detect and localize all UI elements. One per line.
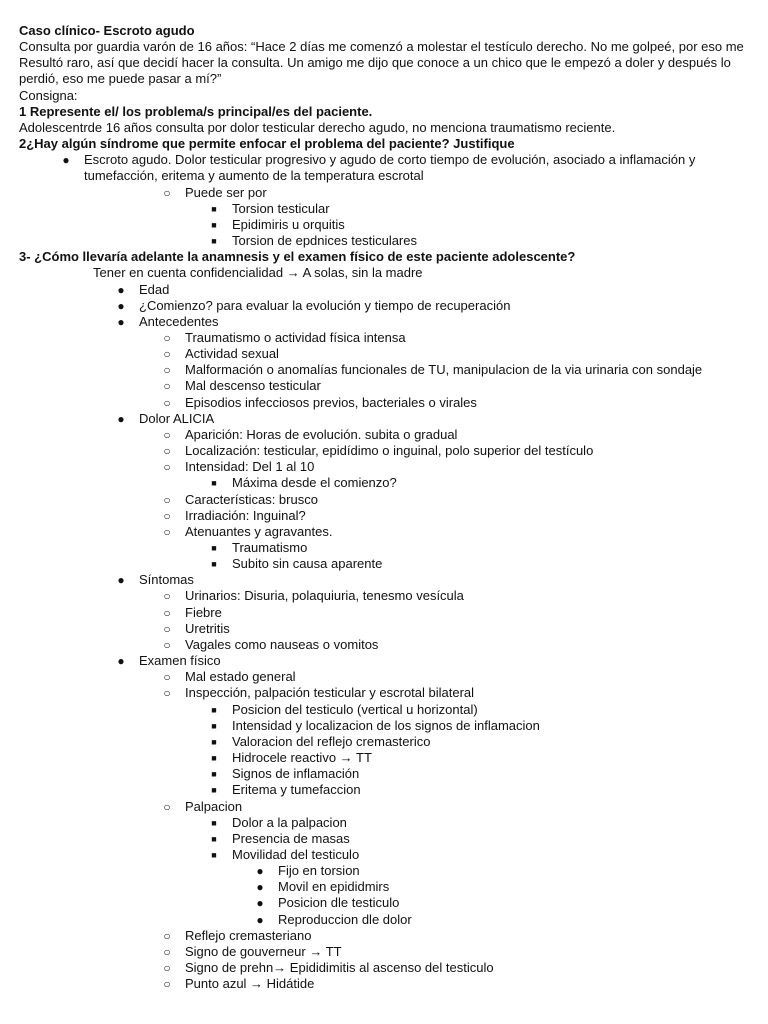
list-item bbox=[19, 685, 751, 701]
bullet-marker: ○ bbox=[163, 185, 171, 200]
list-item-text: Fijo en torsion bbox=[278, 863, 360, 879]
list-item-text: Irradiación: Inguinal? bbox=[185, 507, 306, 523]
bullet-marker: ● bbox=[117, 411, 125, 426]
list-item bbox=[19, 524, 751, 540]
list-item bbox=[19, 378, 751, 394]
list-item-text: Hidrocele reactivo → TT bbox=[232, 750, 372, 766]
confidentiality-note: Tener en cuenta confidencialidad → A solas, sin la madre bbox=[93, 265, 423, 281]
list-item bbox=[19, 831, 751, 847]
list-item-text: Traumatismo bbox=[232, 540, 308, 555]
list-item-text: Episodios infecciosos previos, bacteriales o virales bbox=[185, 394, 477, 410]
bullet-marker: ○ bbox=[163, 605, 171, 620]
list-item-text: Intensidad: Del 1 al 10 bbox=[185, 459, 315, 475]
bullet-marker: ○ bbox=[163, 589, 171, 604]
list-item bbox=[19, 201, 751, 217]
list-item-text: Epidimiris u orquitis bbox=[232, 216, 345, 232]
list-item-text: Máxima desde el comienzo? bbox=[232, 475, 397, 491]
list-item-text: Reflejo cremasteriano bbox=[185, 927, 312, 943]
consigna-label: Consigna: bbox=[19, 87, 78, 103]
list-item-text: Dolor ALICIA bbox=[139, 410, 215, 426]
list-item bbox=[19, 847, 751, 863]
list-item bbox=[19, 233, 751, 249]
list-item-text: Punto azul → Hidátide bbox=[185, 976, 315, 992]
list-item bbox=[19, 508, 751, 524]
case-intro: Consulta por guardia varón de 16 años: “Hace 2 días me comenzó a molestar el testículo derecho. No me golpeé, por eso me Resultó raro, así que decidí hacer la consulta. Un amigo me dijo que conoce a un chico que le empezó a doler y después lo perdió, eso me puede pasar a mí?” bbox=[19, 39, 744, 87]
bullet-marker: ● bbox=[256, 864, 264, 879]
bullet-marker: ■ bbox=[211, 704, 217, 715]
bullet-marker: ● bbox=[62, 153, 70, 168]
bullet-marker: ■ bbox=[211, 219, 217, 230]
list-item bbox=[19, 653, 751, 669]
list-item bbox=[19, 895, 751, 911]
list-item bbox=[19, 314, 751, 330]
list-item-text: Palpacion bbox=[185, 798, 243, 814]
bullet-marker: ○ bbox=[163, 330, 171, 345]
list-item-text: Movilidad del testiculo bbox=[232, 846, 360, 862]
document-title: Caso clínico- Escroto agudo bbox=[19, 23, 195, 38]
list-item bbox=[19, 912, 751, 928]
bullet-marker: ● bbox=[117, 654, 125, 669]
list-item-text: Localización: testicular, epidídimo o inguinal, polo superior del testículo bbox=[185, 443, 594, 459]
bullet-marker: ○ bbox=[163, 637, 171, 652]
list-item bbox=[19, 459, 751, 475]
list-item bbox=[19, 395, 751, 411]
list-item bbox=[19, 782, 751, 798]
list-item-text: Fiebre bbox=[185, 604, 222, 620]
list-item-text: Mal descenso testicular bbox=[185, 378, 321, 394]
question-2-heading: 2¿Hay algún síndrome que permite enfocar el problema del paciente? Justifique bbox=[19, 136, 515, 152]
list-item bbox=[19, 766, 751, 782]
list-item-text: Uretritis bbox=[185, 620, 230, 636]
list-item-text: Reproduccion dle dolor bbox=[278, 911, 412, 927]
list-item bbox=[19, 492, 751, 508]
bullet-marker: ○ bbox=[163, 524, 171, 539]
list-item bbox=[19, 960, 751, 976]
bullet-marker: ○ bbox=[163, 492, 171, 507]
bullet-marker: ● bbox=[256, 880, 264, 895]
list-item-text: Atenuantes y agravantes. bbox=[185, 523, 333, 539]
list-item bbox=[19, 718, 751, 734]
bullet-marker: ■ bbox=[211, 817, 217, 828]
list-item-text: Traumatismo o actividad física intensa bbox=[185, 329, 406, 345]
list-item-text: Malformación o anomalías funcionales de TU, manipulacion de la via urinaria con sondaje bbox=[185, 362, 703, 378]
list-item bbox=[19, 346, 751, 362]
bullet-marker: ■ bbox=[211, 236, 217, 247]
list-item bbox=[19, 750, 751, 766]
bullet-marker: ■ bbox=[211, 753, 217, 764]
bullet-marker: ■ bbox=[211, 559, 217, 570]
list-item-text: Vagales como nauseas o vomitos bbox=[185, 636, 379, 652]
list-item-text: Aparición: Horas de evolución. subita o gradual bbox=[185, 426, 458, 442]
bullet-marker: ● bbox=[117, 573, 125, 588]
bullet-marker: ○ bbox=[163, 363, 171, 378]
list-item-text: Intensidad y localizacion de los signos de inflamacion bbox=[232, 717, 540, 733]
bullet-marker: ○ bbox=[163, 508, 171, 523]
list-item-text: Actividad sexual bbox=[185, 346, 279, 362]
bullet-marker: ○ bbox=[163, 670, 171, 685]
list-item bbox=[19, 944, 751, 960]
list-item-text: Antecedentes bbox=[139, 313, 219, 329]
list-item-text: Posicion del testiculo (vertical u horizontal) bbox=[232, 701, 478, 717]
bullet-marker: ○ bbox=[163, 961, 171, 976]
list-item bbox=[19, 185, 751, 201]
list-item-text: Edad bbox=[139, 281, 170, 297]
list-item bbox=[19, 863, 751, 879]
list-item bbox=[19, 702, 751, 718]
question-1-heading: 1 Represente el/ los problema/s principal/es del paciente. bbox=[19, 103, 373, 119]
list-item bbox=[19, 815, 751, 831]
bullet-marker: ○ bbox=[163, 444, 171, 459]
list-item bbox=[19, 282, 751, 298]
bullet-marker: ■ bbox=[211, 785, 217, 796]
list-item bbox=[19, 443, 751, 459]
bullet-marker: ■ bbox=[211, 769, 217, 780]
bullet-marker: ○ bbox=[163, 347, 171, 362]
list-item bbox=[19, 330, 751, 346]
list-item bbox=[19, 475, 751, 491]
list-item-text: Mal estado general bbox=[185, 669, 296, 685]
list-item bbox=[19, 411, 751, 427]
list-item bbox=[19, 879, 751, 895]
list-item-text: Subito sin causa aparente bbox=[232, 556, 383, 572]
list-item bbox=[19, 976, 751, 992]
list-item bbox=[19, 298, 751, 314]
bullet-marker: ○ bbox=[163, 460, 171, 475]
bullet-marker: ○ bbox=[163, 686, 171, 701]
bullet-marker: ● bbox=[117, 282, 125, 297]
bullet-marker: ● bbox=[256, 912, 264, 927]
list-item-text: Presencia de masas bbox=[232, 830, 350, 846]
list-item-text: Valoracion del reflejo cremasterico bbox=[232, 733, 431, 749]
bullet-marker: ○ bbox=[163, 944, 171, 959]
bullet-marker: ○ bbox=[163, 395, 171, 410]
list-item-text: Escroto agudo. Dolor testicular progresivo y agudo de corto tiempo de evolución, asociado a inflamación y tumefacción, eritema y aumento de la temperatura escrotal bbox=[84, 152, 696, 184]
bullet-marker: ● bbox=[117, 314, 125, 329]
list-item bbox=[19, 669, 751, 685]
list-item-text: Urinarios: Disuria, polaquiuria, tenesmo vesícula bbox=[185, 588, 464, 604]
bullet-marker: ● bbox=[256, 896, 264, 911]
list-item-text: Examen físico bbox=[139, 653, 221, 669]
list-item-text: Posicion dle testiculo bbox=[278, 895, 400, 911]
list-item bbox=[19, 637, 751, 653]
list-item-text: Síntomas bbox=[139, 572, 194, 588]
list-item-text: Movil en epididmirs bbox=[278, 879, 390, 895]
bullet-marker: ○ bbox=[163, 977, 171, 992]
bullet-marker: ■ bbox=[211, 543, 217, 553]
list-item bbox=[19, 427, 751, 443]
bullet-marker: ■ bbox=[211, 478, 217, 489]
bullet-marker: ● bbox=[117, 298, 125, 313]
bullet-marker: ○ bbox=[163, 621, 171, 636]
question-3-heading: 3- ¿Cómo llevaría adelante la anamnesis y el examen físico de este paciente adolescente? bbox=[19, 249, 576, 265]
list-item bbox=[19, 556, 751, 572]
bullet-marker: ○ bbox=[163, 799, 171, 814]
list-item-text: Puede ser por bbox=[185, 184, 267, 200]
bullet-marker: ■ bbox=[211, 720, 217, 731]
bullet-marker: ■ bbox=[211, 849, 217, 860]
list-item-text: Dolor a la palpacion bbox=[232, 814, 347, 830]
list-item bbox=[19, 572, 751, 588]
list-item bbox=[19, 621, 751, 637]
list-item bbox=[19, 928, 751, 944]
bullet-marker: ○ bbox=[163, 379, 171, 394]
list-item-text: Inspección, palpación testicular y escrotal bilateral bbox=[185, 685, 475, 701]
bullet-marker: ■ bbox=[211, 736, 217, 747]
list-item bbox=[19, 362, 751, 378]
bullet-marker: ○ bbox=[163, 928, 171, 943]
list-item-text: ¿Comienzo? para evaluar la evolución y tiempo de recuperación bbox=[139, 297, 511, 313]
question-1-answer: Adolescentrde 16 años consulta por dolor testicular derecho agudo, no menciona traumatismo reciente. bbox=[19, 119, 616, 135]
list-item-text: Características: brusco bbox=[185, 491, 318, 507]
list-item bbox=[19, 734, 751, 750]
list-item-text: Signo de prehn→ Epididimitis al ascenso del testiculo bbox=[185, 960, 494, 976]
list-item-text: Torsion de epdnices testiculares bbox=[232, 233, 417, 249]
list-item bbox=[19, 152, 751, 184]
list-item-text: Eritema y tumefaccion bbox=[232, 782, 361, 798]
list-item-text: Signos de inflamación bbox=[232, 766, 360, 782]
list-item bbox=[19, 605, 751, 621]
list-item-text: Signo de gouverneur → TT bbox=[185, 943, 342, 959]
bullet-marker: ■ bbox=[211, 833, 217, 844]
list-item bbox=[19, 217, 751, 233]
bullet-marker: ■ bbox=[211, 203, 217, 214]
list-item bbox=[19, 799, 751, 815]
document-content bbox=[19, 23, 751, 992]
list-item bbox=[19, 588, 751, 604]
list-item-text: Torsion testicular bbox=[232, 200, 330, 216]
list-item bbox=[19, 540, 751, 556]
bullet-marker: ○ bbox=[163, 427, 171, 442]
